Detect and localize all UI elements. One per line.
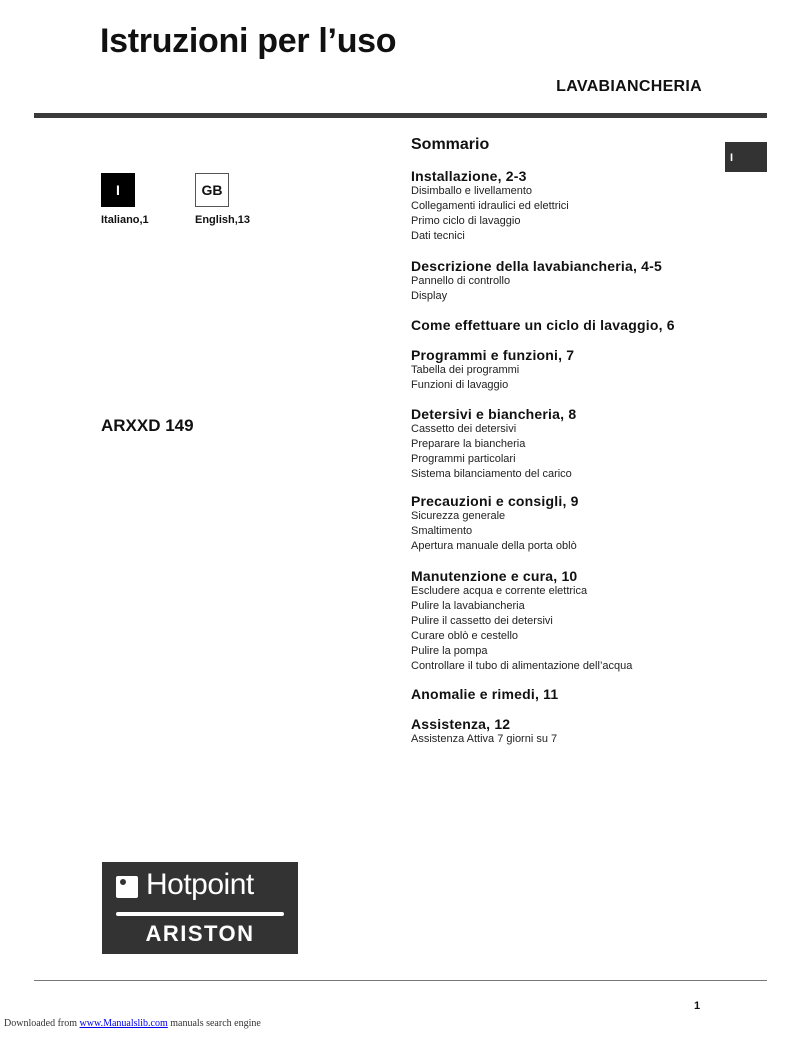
toc-section bbox=[411, 317, 675, 333]
toc-item[interactable]: Apertura manuale della porta oblò bbox=[411, 540, 577, 552]
language-label-english: English,13 bbox=[195, 214, 251, 226]
hotpoint-ariston-logo bbox=[102, 862, 298, 954]
toc-heading[interactable]: Precauzioni e consigli, 9 bbox=[411, 493, 579, 509]
toc-heading[interactable]: Installazione, 2-3 bbox=[411, 168, 527, 184]
toc-heading[interactable]: Anomalie e rimedi, 11 bbox=[411, 686, 559, 702]
document-title: Istruzioni per l’uso bbox=[100, 22, 397, 60]
toc-item[interactable]: Programmi particolari bbox=[411, 453, 516, 465]
toc-section bbox=[411, 168, 569, 244]
toc-title: Sommario bbox=[411, 136, 490, 153]
toc-item[interactable]: Controllare il tubo di alimentazione dell’acqua bbox=[411, 660, 633, 672]
document-subtitle: LAVABIANCHERIA bbox=[556, 78, 702, 95]
toc-item[interactable]: Pulire la pompa bbox=[411, 645, 488, 657]
page-number: 1 bbox=[694, 1000, 701, 1012]
toc-section bbox=[411, 686, 558, 702]
toc-item[interactable]: Display bbox=[411, 290, 448, 302]
bottom-divider bbox=[34, 980, 767, 981]
download-footer bbox=[4, 1018, 261, 1029]
toc-item[interactable]: Sicurezza generale bbox=[411, 510, 506, 522]
language-badge-english[interactable]: GB bbox=[195, 173, 229, 207]
toc-item[interactable]: Funzioni di lavaggio bbox=[411, 379, 509, 391]
toc-item[interactable]: Pulire la lavabiancheria bbox=[411, 600, 525, 612]
footer-prefix: Downloaded from bbox=[4, 1018, 78, 1029]
toc-item[interactable]: Assistenza Attiva 7 giorni su 7 bbox=[411, 733, 558, 745]
toc-item[interactable]: Cassetto dei detersivi bbox=[411, 423, 517, 435]
toc-heading[interactable]: Descrizione della lavabiancheria, 4-5 bbox=[411, 258, 662, 274]
toc-item[interactable]: Primo ciclo di lavaggio bbox=[411, 215, 521, 227]
toc-heading[interactable]: Assistenza, 12 bbox=[411, 716, 511, 732]
toc-item[interactable]: Tabella dei programmi bbox=[411, 364, 520, 376]
toc-item[interactable]: Smaltimento bbox=[411, 525, 473, 537]
toc-item[interactable]: Disimballo e livellamento bbox=[411, 185, 533, 197]
logo-divider bbox=[116, 912, 284, 916]
toc-item[interactable]: Escludere acqua e corrente elettrica bbox=[411, 585, 588, 597]
logo-sub: ARISTON bbox=[145, 921, 255, 946]
toc-heading[interactable]: Programmi e funzioni, 7 bbox=[411, 347, 575, 363]
toc-item[interactable]: Curare oblò e cestello bbox=[411, 630, 519, 642]
toc-item[interactable]: Pulire il cassetto dei detersivi bbox=[411, 615, 553, 627]
footer-suffix: manuals search engine bbox=[170, 1018, 261, 1029]
toc-section bbox=[411, 406, 576, 482]
language-label-italian: Italiano,1 bbox=[101, 214, 149, 226]
toc-item[interactable]: Pannello di controllo bbox=[411, 275, 511, 287]
toc-section bbox=[411, 493, 579, 554]
language-tab-marker: I bbox=[725, 142, 767, 172]
toc-section bbox=[411, 347, 574, 393]
toc-item[interactable]: Preparare la biancheria bbox=[411, 438, 526, 450]
manualslib-link[interactable]: www.Manualslib.com bbox=[79, 1018, 168, 1029]
toc-item[interactable]: Sistema bilanciamento del carico bbox=[411, 468, 572, 480]
top-divider bbox=[34, 113, 767, 118]
toc-item[interactable]: Collegamenti idraulici ed elettrici bbox=[411, 200, 569, 212]
model-number: ARXXD 149 bbox=[101, 416, 194, 435]
toc-section bbox=[411, 568, 632, 674]
logo-mark-icon bbox=[116, 876, 138, 898]
toc-heading[interactable]: Come effettuare un ciclo di lavaggio, 6 bbox=[411, 317, 675, 333]
language-badge-italian[interactable]: I bbox=[101, 173, 135, 207]
toc-heading[interactable]: Manutenzione e cura, 10 bbox=[411, 568, 578, 584]
toc-item[interactable]: Dati tecnici bbox=[411, 230, 465, 242]
toc-section bbox=[411, 716, 557, 747]
toc-heading[interactable]: Detersivi e biancheria, 8 bbox=[411, 406, 577, 422]
logo-brand: Hotpoint bbox=[146, 868, 254, 901]
toc-section bbox=[411, 258, 662, 304]
